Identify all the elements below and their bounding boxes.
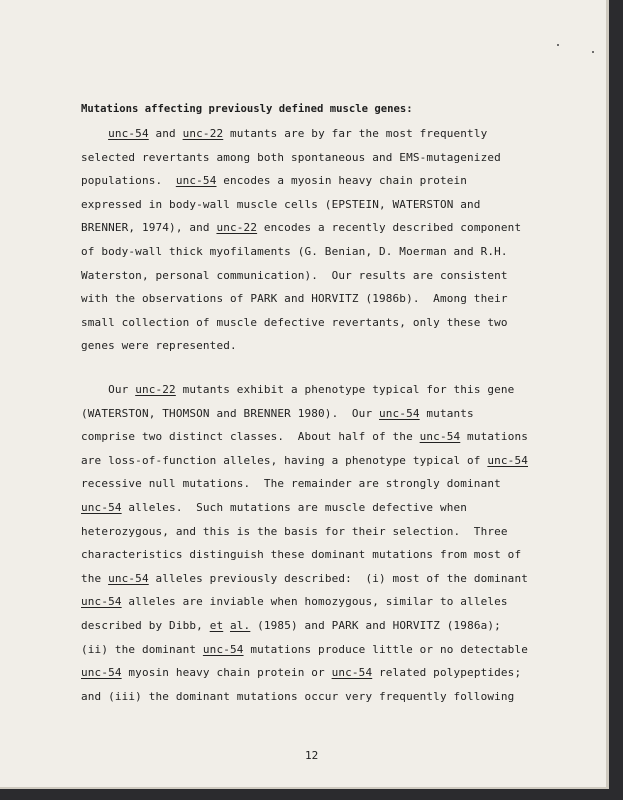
text-segment: myosin heavy chain protein or: [121, 666, 332, 680]
text-line: [81, 501, 467, 515]
text-segment: alleles previously described: (i) most of the dominant: [148, 571, 528, 585]
text-segment: expressed in body-wall muscle cells (EPSTEIN, WATERSTON and: [81, 197, 481, 211]
underlined-term: unc-54: [175, 174, 217, 188]
text-line: [81, 316, 508, 330]
text-segment: BRENNER, 1974), and: [81, 221, 217, 235]
text-segment: alleles. Such mutations are muscle defective when: [121, 501, 468, 514]
text-segment: characteristics distinguish these dominant mutations from most of: [81, 548, 522, 562]
text-segment: and (iii) the dominant mutations occur very frequently following: [81, 689, 515, 703]
text-line: [81, 269, 508, 283]
text-line: [81, 245, 508, 259]
text-line: [81, 174, 467, 188]
page-number: 12: [305, 749, 319, 762]
underlined-term: unc-54: [379, 406, 420, 420]
text-segment: genes were represented.: [81, 339, 237, 353]
text-segment: of body-wall thick myofilaments (G. Benian, D. Moerman and R.H.: [81, 245, 508, 258]
text-segment: mutants: [419, 406, 474, 420]
speck: [557, 44, 559, 46]
speck: [592, 51, 594, 53]
text-segment: alleles are inviable when homozygous, similar to alleles: [121, 595, 508, 609]
text-segment: are loss-of-function alleles, having a phenotype typical of: [81, 453, 488, 467]
underlined-term: unc-54: [331, 666, 373, 680]
text-segment: described by Dibb,: [81, 619, 210, 632]
text-segment: mutations: [460, 430, 529, 444]
underlined-term: unc-54: [81, 501, 122, 514]
text-segment: the: [81, 571, 109, 585]
text-segment: heterozygous, and this is the basis for their selection. Three: [81, 524, 508, 538]
text-line: [81, 407, 474, 421]
text-segment: (1985) and PARK and HORVITZ (1986a);: [250, 619, 501, 632]
text-line: [81, 454, 528, 468]
underlined-term: unc-54: [419, 430, 461, 444]
underlined-term: unc-54: [202, 642, 244, 656]
underlined-term: al.: [230, 619, 251, 632]
text-segment: encodes a recently described component: [257, 221, 522, 235]
text-segment: (WATERSTON, THOMSON and BRENNER 1980). Our: [81, 406, 379, 420]
text-line: [81, 643, 528, 657]
underlined-term: unc-54: [108, 127, 149, 140]
underlined-term: unc-54: [81, 666, 122, 680]
underlined-term: unc-22: [216, 221, 258, 235]
text-segment: [223, 619, 230, 632]
text-segment: comprise two distinct classes. About half of the: [81, 430, 420, 444]
text-segment: mutants exhibit a phenotype typical for this gene: [175, 383, 515, 396]
text-segment: [81, 127, 108, 140]
text-segment: and: [148, 127, 183, 140]
text-line: [81, 127, 487, 141]
text-segment: recessive null mutations. The remainder are strongly dominant: [81, 477, 501, 491]
section-heading: Mutations affecting previously defined muscle genes:: [81, 103, 413, 115]
underlined-term: et: [209, 619, 224, 632]
text-line: [81, 477, 501, 491]
underlined-term: unc-54: [81, 595, 122, 609]
underlined-term: unc-54: [487, 453, 528, 467]
text-line: [81, 151, 501, 165]
text-segment: Waterston, personal communication). Our results are consistent: [81, 268, 508, 282]
text-segment: mutants are by far the most frequently: [223, 127, 488, 140]
text-line: [81, 198, 481, 212]
text-line: [81, 430, 528, 444]
text-line: [81, 383, 514, 397]
text-segment: small collection of muscle defective revertants, only these two: [81, 315, 508, 329]
text-segment: encodes a myosin heavy chain protein: [216, 174, 468, 188]
text-line: [81, 595, 508, 609]
underlined-term: unc-22: [135, 383, 176, 396]
text-line: [81, 339, 237, 353]
text-segment: (ii) the dominant: [81, 642, 203, 656]
text-line: [81, 619, 501, 633]
underlined-term: unc-22: [182, 127, 224, 140]
underlined-term: unc-54: [108, 571, 149, 585]
text-segment: related polypeptides;: [372, 666, 522, 680]
text-line: [81, 292, 508, 306]
text-segment: selected revertants among both spontaneous and EMS-mutagenized: [81, 150, 501, 164]
text-line: [81, 666, 521, 680]
text-segment: Our: [81, 383, 136, 396]
text-line: [81, 525, 508, 539]
text-segment: with the observations of PARK and HORVITZ (1986b). Among their: [81, 292, 508, 306]
text-line: [81, 548, 521, 562]
text-line: [81, 221, 521, 235]
text-line: [81, 690, 514, 704]
text-segment: populations.: [81, 174, 176, 188]
text-segment: mutations produce little or no detectable: [243, 642, 528, 656]
text-line: [81, 572, 528, 586]
